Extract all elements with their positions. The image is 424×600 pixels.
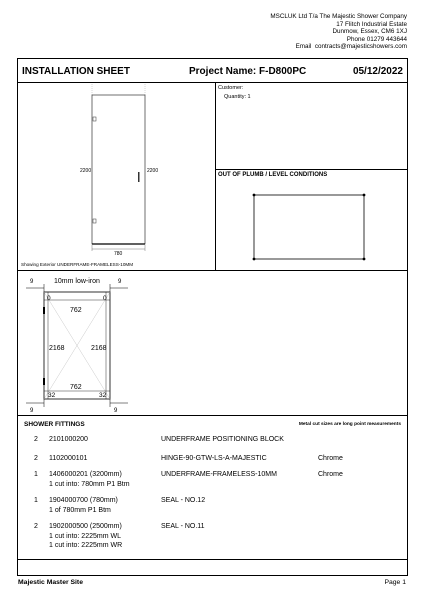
divider bbox=[215, 82, 216, 270]
company-line-1: MSCLUK Ltd T/a The Majestic Shower Company bbox=[270, 13, 407, 20]
fitting-code: 1406000201 (3200mm) bbox=[49, 471, 122, 478]
company-email-line bbox=[270, 43, 407, 51]
fittings-note: Metal cut sizes are long point measurements bbox=[298, 422, 401, 427]
fitting-code: 1904000700 (780mm) bbox=[49, 497, 118, 504]
hinge-cutout-top bbox=[43, 307, 45, 314]
plumb-rectangle bbox=[254, 195, 364, 259]
handle-marker bbox=[138, 172, 140, 182]
fitting-desc: SEAL - NO.12 bbox=[161, 497, 206, 504]
offset-top-right: 9 bbox=[118, 279, 122, 285]
width-label: 780 bbox=[114, 251, 123, 257]
plumb-diagram bbox=[250, 191, 370, 263]
plumb-corner-dot bbox=[253, 194, 256, 197]
door-panel-outline bbox=[92, 95, 145, 244]
company-address bbox=[270, 13, 407, 51]
company-line-4: Phone 01279 443644 bbox=[346, 35, 407, 43]
fittings-title: SHOWER FITTINGS bbox=[24, 421, 85, 428]
bottom-left-dim: 32 bbox=[48, 392, 56, 399]
width-top-label: 762 bbox=[70, 307, 82, 314]
fitting-desc: SEAL - NO.11 bbox=[161, 523, 205, 530]
email-label: Email bbox=[295, 43, 312, 51]
height-right-label: 2200 bbox=[147, 168, 159, 174]
fitting-cut-note: 1 cut into: 2225mm WR bbox=[49, 542, 123, 549]
foot-left-dim: 9 bbox=[30, 408, 34, 414]
customer-label: Customer: bbox=[218, 85, 244, 91]
height-left-label: 2200 bbox=[80, 168, 92, 174]
divider bbox=[18, 415, 407, 416]
hinge-cutout-bottom bbox=[43, 378, 45, 385]
bottom-right-dim: 32 bbox=[99, 392, 107, 399]
fitting-desc: HINGE-90-GTW-LS-A-MAJESTIC bbox=[161, 455, 267, 462]
fitting-cut-note: 1 cut into: 780mm P1 Btm bbox=[49, 481, 130, 488]
fitting-desc: UNDERFRAME POSITIONING BLOCK bbox=[161, 436, 284, 443]
quantity-label: Quantity: 1 bbox=[224, 94, 251, 100]
door-elevation-drawing bbox=[18, 83, 214, 269]
divider bbox=[18, 559, 407, 560]
company-line-2: 17 Flitch Industrial Estate bbox=[336, 20, 407, 28]
plumb-corner-dot bbox=[363, 194, 366, 197]
divider bbox=[215, 169, 407, 170]
fitting-qty: 1 bbox=[34, 497, 38, 504]
project-name: Project Name: F-D800PC bbox=[189, 66, 307, 77]
sheet-date: 05/12/2022 bbox=[352, 66, 403, 77]
footer-site: Majestic Master Site bbox=[18, 579, 83, 586]
plumb-corner-dot bbox=[253, 258, 256, 261]
hinge-top-marker bbox=[93, 117, 96, 121]
fitting-code: 1102000101 bbox=[49, 455, 88, 462]
fitting-finish: Chrome bbox=[318, 455, 343, 462]
sheet-title: INSTALLATION SHEET bbox=[22, 66, 130, 77]
fitting-cut-note: 1 cut into: 2225mm WL bbox=[49, 533, 121, 540]
fitting-finish: Chrome bbox=[318, 471, 343, 478]
height-left-dim: 2168 bbox=[49, 345, 65, 352]
inner-top-right: 0 bbox=[103, 295, 107, 302]
fitting-cut-note: 1 of 780mm P1 Btm bbox=[49, 507, 111, 514]
plumb-corner-dot bbox=[363, 258, 366, 261]
glass-spec-label: 10mm low-iron bbox=[54, 278, 100, 285]
inner-top-left: 0 bbox=[47, 295, 51, 302]
width-bottom-label: 762 bbox=[70, 384, 82, 391]
hinge-bottom-marker bbox=[93, 219, 96, 223]
fitting-qty: 2 bbox=[34, 455, 38, 462]
offset-top-left: 9 bbox=[30, 279, 34, 285]
email-link[interactable]: contracts@majesticshowers.com bbox=[314, 43, 407, 51]
plumb-title: OUT OF PLUMB / LEVEL CONDITIONS bbox=[218, 172, 328, 178]
foot-right-dim: 9 bbox=[114, 408, 118, 414]
drawing-caption: Showing Exterior UNDERFRAME-FRAMELESS-10MM bbox=[21, 262, 134, 267]
fitting-code: 2101000200 bbox=[49, 436, 88, 443]
installation-sheet bbox=[17, 58, 408, 576]
company-line-3: Dunmow, Essex, CM6 1XJ bbox=[332, 28, 407, 36]
fitting-qty: 2 bbox=[34, 523, 38, 530]
footer-page: Page 1 bbox=[384, 579, 406, 586]
fitting-desc: UNDERFRAME-FRAMELESS-10MM bbox=[161, 471, 277, 478]
fitting-code: 1902000500 (2500mm) bbox=[49, 523, 122, 530]
fitting-qty: 1 bbox=[34, 471, 38, 478]
fitting-qty: 2 bbox=[34, 436, 38, 443]
glass-panel-drawing bbox=[18, 271, 138, 415]
height-right-dim: 2168 bbox=[91, 345, 107, 352]
